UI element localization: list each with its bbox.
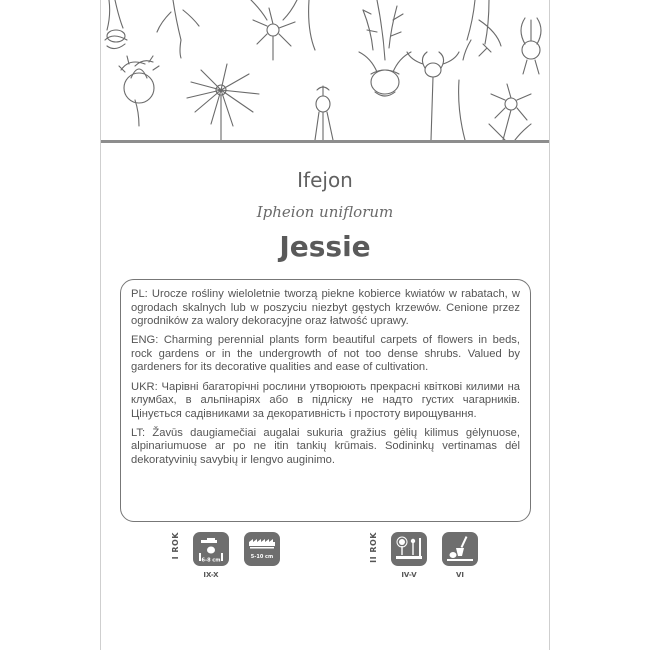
description-pl: PL: Urocze rośliny wieloletnie tworzą piekne kobierce kwiatów w rabatach, w ogrodach skalnych lub w poszyciu niezbyt gęstych krzewów. Cenione przez ogrodników za walory dekoracyjne oraz łatwość uprawy. <box>131 288 520 328</box>
description-box <box>120 279 531 522</box>
bulb-spacing-icon <box>244 532 280 566</box>
year1-section <box>171 530 291 582</box>
digging-month-caption: VI <box>455 571 465 579</box>
bulb-planting-depth-icon <box>193 532 229 566</box>
cultivar-name: Jessie <box>279 230 371 263</box>
spring-bulb-flowers-sketch <box>101 0 549 140</box>
year2-section <box>369 530 489 582</box>
planting-depth-text: 6-8 cm <box>201 557 221 564</box>
year2-label: II ROK <box>369 532 378 563</box>
latin-name: Ipheion uniflorum <box>256 203 394 221</box>
common-name: Ifejon <box>297 168 353 192</box>
header-divider <box>101 140 549 143</box>
flowering-period-icon <box>391 532 427 566</box>
description-ukr: UKR: Чарівні багаторічні рослини утворюють прекрасні квіткові килими на клумбах, в альпінаріях або в підліску не надто густих чагарників. Цінується садівниками за декоративність і простоту вирощування. <box>131 380 520 420</box>
year1-label: I ROK <box>171 532 180 560</box>
seed-packet-card <box>100 0 550 650</box>
flowering-month-caption: IV-V <box>401 571 417 579</box>
planting-month-caption: IX-X <box>203 571 219 579</box>
description-eng: ENG: Charming perennial plants form beautiful carpets of flowers in beds, rock gardens or in the undergrowth of not too dense shrubs. Valued by gardeners for its decorative qualities and ease of cultivation. <box>131 334 520 374</box>
digging-up-bulbs-icon <box>442 532 478 566</box>
description-lt: LT: Žavūs daugiamečiai augalai sukuria gražius gėlių kilimus gėlynuose, alpinariumuose ar po ne itin tankių krūmais. Sodininkų vertinamas dėl dekoratyvinių savybių ir lengvo auginimo. <box>131 426 520 467</box>
spacing-text: 5-10 cm <box>250 554 274 560</box>
botanical-illustration <box>101 0 549 140</box>
